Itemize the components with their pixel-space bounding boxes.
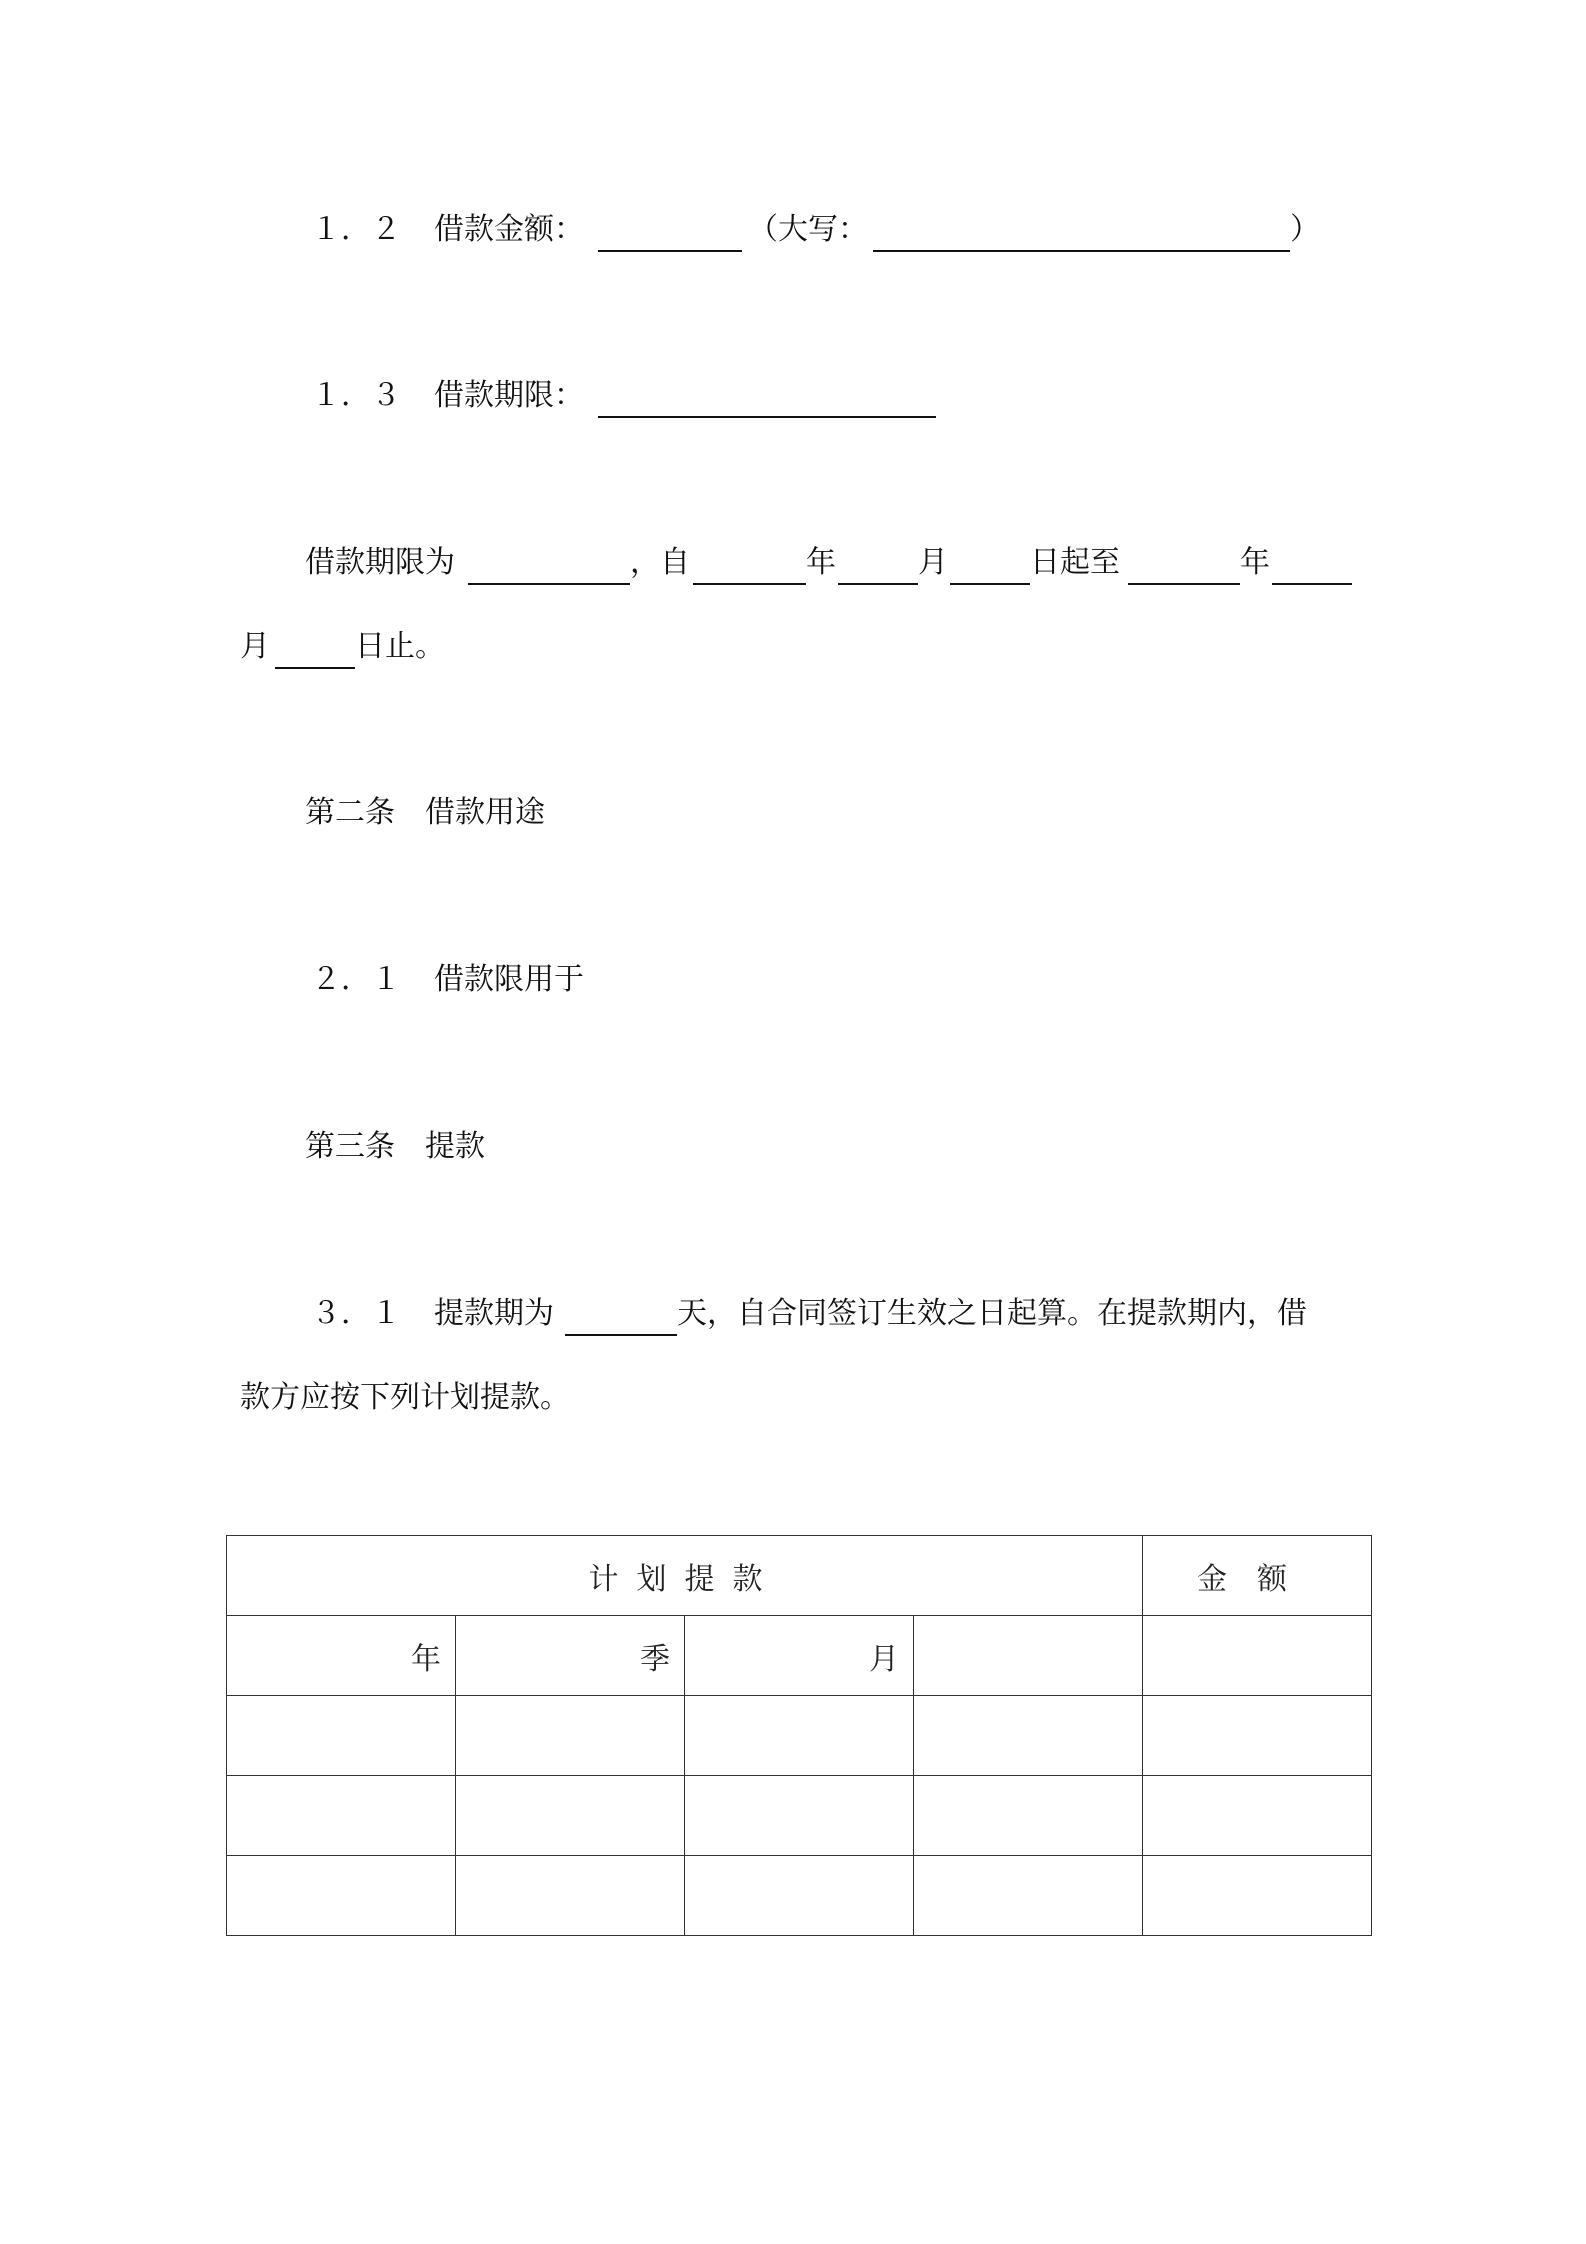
- period-text-year-2: 年: [1240, 545, 1270, 580]
- table-row: [227, 1856, 1372, 1936]
- end-year-blank[interactable]: [1128, 583, 1240, 585]
- table-cell[interactable]: [227, 1856, 456, 1936]
- subheader-year: 年: [227, 1616, 456, 1696]
- amount-subheader-cell[interactable]: [1143, 1616, 1372, 1696]
- table-cell[interactable]: [456, 1696, 685, 1776]
- end-day-blank[interactable]: [275, 667, 355, 669]
- clause-2-1-text: 借款限用于: [434, 962, 584, 997]
- table-row: [227, 1696, 1372, 1776]
- loan-amount-uppercase-blank[interactable]: [873, 250, 1290, 252]
- clause-3-1-text-a: 提款期为: [434, 1296, 554, 1331]
- period-text-from: ，自: [630, 545, 690, 580]
- table-row: [227, 1776, 1372, 1856]
- period-text-end: 日止。: [355, 629, 445, 664]
- period-text-month-1: 月: [918, 545, 948, 580]
- period-text-day-to: 日起至: [1030, 545, 1120, 580]
- table-cell[interactable]: [1143, 1856, 1372, 1936]
- start-year-blank[interactable]: [693, 583, 806, 585]
- table-cell[interactable]: [685, 1856, 914, 1936]
- period-text-month-2: 月: [240, 629, 270, 664]
- table-cell[interactable]: [456, 1856, 685, 1936]
- table-cell[interactable]: [227, 1776, 456, 1856]
- clause-1-3-label: 借款期限：: [434, 378, 584, 413]
- clause-3-1-text-c: 款方应按下列计划提款。: [240, 1380, 570, 1415]
- subheader-month: 月: [685, 1616, 914, 1696]
- header-withdrawal-plan: 计划提款: [227, 1536, 1143, 1616]
- period-duration-blank[interactable]: [468, 583, 630, 585]
- start-month-blank[interactable]: [838, 583, 918, 585]
- subheader-blank: [914, 1616, 1143, 1696]
- table-cell[interactable]: [456, 1776, 685, 1856]
- clause-1-2-label: 借款金额：: [434, 212, 584, 247]
- article-3-title: 第三条 提款: [305, 1129, 485, 1164]
- clause-2-1-number: ２．１: [311, 962, 401, 997]
- end-month-blank[interactable]: [1272, 583, 1352, 585]
- withdrawal-plan-table: [226, 1535, 1372, 1936]
- clause-3-1-text-b: 天，自合同签订生效之日起算。在提款期内，借: [677, 1296, 1307, 1331]
- clause-3-1-number: ３．１: [311, 1296, 401, 1331]
- table-cell[interactable]: [914, 1856, 1143, 1936]
- start-day-blank[interactable]: [950, 583, 1030, 585]
- table-cell[interactable]: [685, 1696, 914, 1776]
- loan-term-blank[interactable]: [598, 416, 936, 418]
- loan-amount-uppercase-open: （大写：: [748, 212, 868, 247]
- period-text-year-1: 年: [806, 545, 836, 580]
- table-cell[interactable]: [685, 1776, 914, 1856]
- subheader-quarter: 季: [456, 1616, 685, 1696]
- period-text-intro: 借款期限为: [305, 545, 455, 580]
- table-cell[interactable]: [1143, 1696, 1372, 1776]
- clause-1-3-number: １．３: [311, 378, 401, 413]
- table-cell[interactable]: [914, 1776, 1143, 1856]
- loan-amount-uppercase-close: ）: [1290, 212, 1320, 247]
- loan-amount-blank[interactable]: [598, 250, 742, 252]
- table-cell[interactable]: [227, 1696, 456, 1776]
- table-cell[interactable]: [1143, 1776, 1372, 1856]
- clause-1-2-number: １．２: [311, 212, 401, 247]
- table-cell[interactable]: [914, 1696, 1143, 1776]
- article-2-title: 第二条 借款用途: [305, 795, 545, 830]
- withdrawal-days-blank[interactable]: [565, 1334, 677, 1336]
- table-subheader-row: [227, 1616, 1372, 1696]
- table-header-row: [227, 1536, 1372, 1616]
- header-amount: 金额: [1143, 1536, 1372, 1616]
